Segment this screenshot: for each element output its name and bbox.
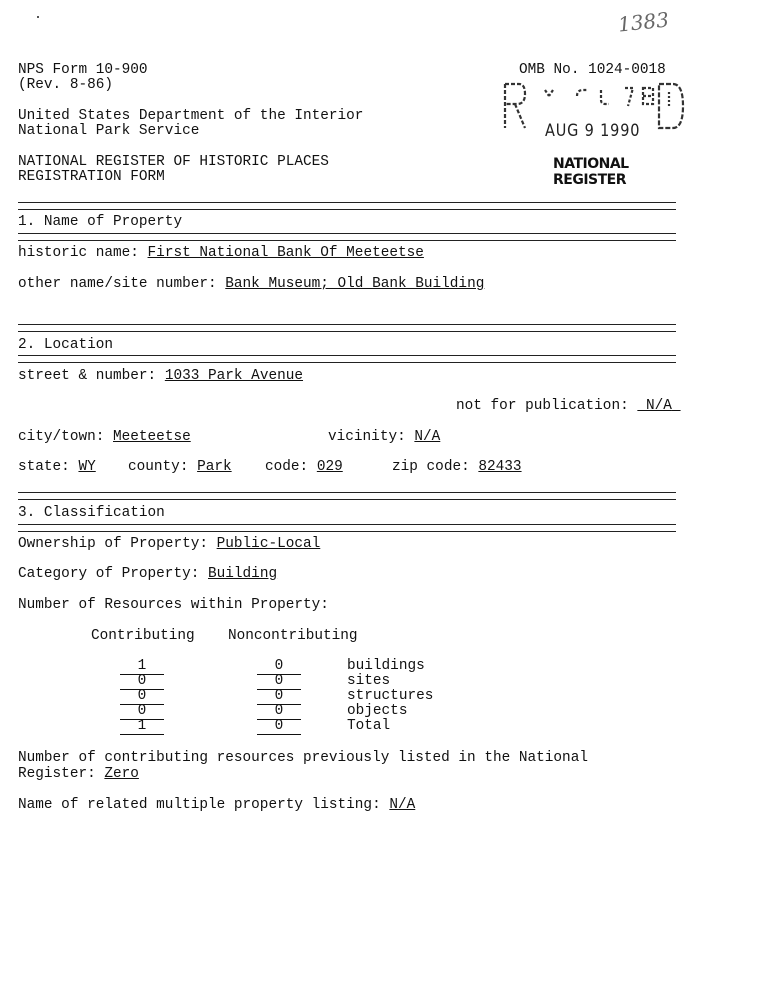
resources-label: Number of Resources within Property: bbox=[18, 597, 329, 613]
section-1-heading: 1. Name of Property bbox=[18, 214, 183, 230]
historic-name-field bbox=[18, 245, 424, 261]
field-label: vicinity: bbox=[328, 429, 406, 445]
form-revision: (Rev. 8-86) bbox=[18, 77, 113, 93]
contributing-header: Contributing bbox=[91, 628, 195, 644]
zip-field bbox=[392, 459, 522, 475]
other-name-field bbox=[18, 276, 484, 292]
field-label: county: bbox=[128, 459, 189, 475]
county-value: Park bbox=[197, 459, 232, 475]
service-name: National Park Service bbox=[18, 123, 200, 139]
field-label: zip code: bbox=[392, 459, 470, 475]
form-title: REGISTRATION FORM bbox=[18, 169, 165, 185]
multiple-listing-field bbox=[18, 797, 415, 813]
county-field bbox=[128, 459, 232, 475]
ownership-field bbox=[18, 536, 320, 552]
contributing-count: 0 bbox=[120, 674, 164, 690]
department-name: United States Department of the Interior bbox=[18, 108, 364, 124]
section-3-heading: 3. Classification bbox=[18, 505, 165, 521]
other-name-value: Bank Museum; Old Bank Building bbox=[225, 276, 485, 292]
noncontributing-count: 0 bbox=[257, 674, 301, 690]
stamp-register: REGISTER bbox=[553, 172, 627, 188]
contributing-count: 0 bbox=[120, 704, 164, 720]
form-number: NPS Form 10-900 bbox=[18, 62, 148, 78]
street-field bbox=[18, 368, 303, 384]
contributing-count: 0 bbox=[120, 689, 164, 705]
previously-listed-value: Zero bbox=[104, 766, 139, 782]
noncontributing-count: 0 bbox=[257, 659, 301, 675]
resource-type-label: structures bbox=[347, 688, 434, 704]
section-divider bbox=[18, 324, 676, 332]
field-label: not for publication: bbox=[456, 398, 629, 414]
field-label: state: bbox=[18, 459, 70, 475]
section-divider bbox=[18, 355, 676, 363]
section-divider bbox=[18, 233, 676, 241]
historic-name-value: First National Bank Of Meeteetse bbox=[147, 245, 424, 261]
resource-type-label: sites bbox=[347, 673, 391, 689]
handwritten-note: 1383 bbox=[616, 7, 671, 37]
noncontributing-count: 0 bbox=[257, 689, 301, 705]
field-label: code: bbox=[265, 459, 309, 475]
resource-type-label: Total bbox=[347, 718, 391, 734]
multiple-listing-value: N/A bbox=[389, 797, 416, 813]
field-label: Name of related multiple property listing: bbox=[18, 797, 381, 813]
field-label: Category of Property: bbox=[18, 566, 200, 582]
section-2-heading: 2. Location bbox=[18, 337, 113, 353]
vicinity-value: N/A bbox=[414, 429, 441, 445]
street-value: 1033 Park Avenue bbox=[164, 368, 304, 384]
category-field bbox=[18, 566, 277, 582]
omb-number: OMB No. 1024-0018 bbox=[519, 62, 666, 78]
stamp-national: NATIONAL bbox=[553, 156, 629, 172]
code-field bbox=[265, 459, 343, 475]
code-value: 029 bbox=[316, 459, 343, 475]
field-label: Register: bbox=[18, 766, 96, 782]
field-label: city/town: bbox=[18, 429, 105, 445]
city-field bbox=[18, 429, 191, 445]
field-label: Ownership of Property: bbox=[18, 536, 208, 552]
ownership-value: Public-Local bbox=[216, 536, 321, 552]
field-label: historic name: bbox=[18, 245, 139, 261]
zip-value: 82433 bbox=[478, 459, 522, 475]
resource-type-label: buildings bbox=[347, 658, 425, 674]
field-label: other name/site number: bbox=[18, 276, 217, 292]
scan-speck bbox=[37, 16, 39, 18]
section-divider bbox=[18, 492, 676, 500]
stamp-date: AUG 9 1990 bbox=[545, 121, 641, 141]
resource-type-label: objects bbox=[347, 703, 408, 719]
previously-listed-label: Number of contributing resources previously listed in the National bbox=[18, 750, 588, 766]
previously-listed-field bbox=[18, 766, 139, 782]
city-value: Meeteetse bbox=[113, 429, 191, 445]
state-field bbox=[18, 459, 96, 475]
noncontributing-count: 0 bbox=[257, 704, 301, 720]
register-name: NATIONAL REGISTER OF HISTORIC PLACES bbox=[18, 154, 329, 170]
not-for-publication-value: N/A bbox=[646, 398, 672, 414]
category-value: Building bbox=[208, 566, 278, 582]
vicinity-field bbox=[328, 429, 440, 445]
state-value: WY bbox=[78, 459, 96, 475]
noncontributing-header: Noncontributing bbox=[228, 628, 358, 644]
contributing-total: 1 bbox=[120, 719, 164, 735]
field-label: street & number: bbox=[18, 368, 157, 384]
contributing-count: 1 bbox=[120, 659, 164, 675]
not-for-publication-field bbox=[456, 398, 681, 414]
section-divider bbox=[18, 202, 676, 210]
section-divider bbox=[18, 524, 676, 532]
noncontributing-total: 0 bbox=[257, 719, 301, 735]
